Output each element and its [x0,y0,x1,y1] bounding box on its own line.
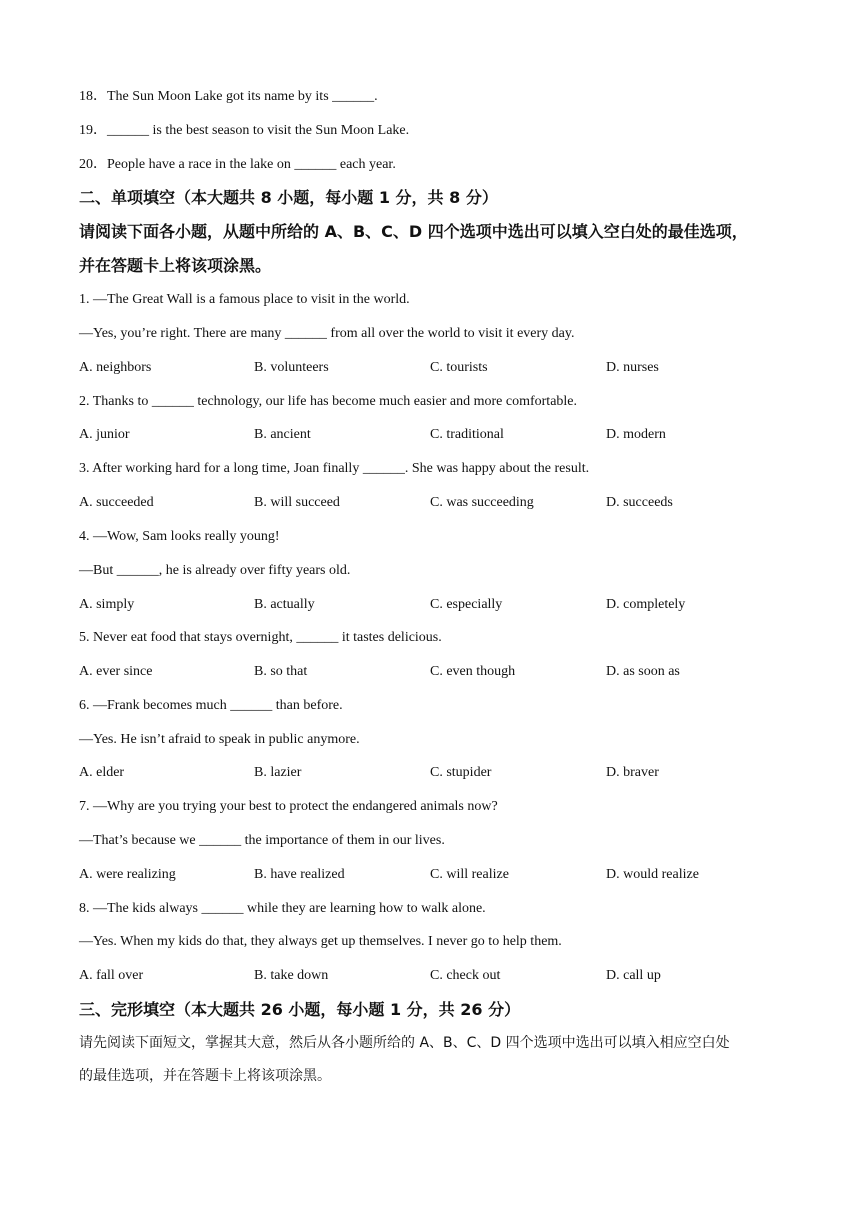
fill-question-18: 18．The Sun Moon Lake got its name by its ______. [79,89,378,104]
question-6-line-1: 6. —Frank becomes much ______ than before. [79,698,343,713]
option-a: A. ever since [79,664,153,679]
question-5-options [79,663,799,681]
question-6-options [79,764,799,782]
option-d: D. would realize [606,867,699,882]
option-a: A. neighbors [79,360,152,375]
section3-title: 三、完形填空（本大题共 26 小题，每小题 1 分，共 26 分） [79,1000,521,1019]
option-b: B. have realized [254,867,345,882]
option-d: D. completely [606,597,686,612]
option-d: D. nurses [606,360,659,375]
question-2-line-1: 2. Thanks to ______ technology, our life has become much easier and more comfortable. [79,394,578,409]
option-c: C. tourists [430,360,488,375]
option-c: C. even though [430,664,516,679]
option-b: B. take down [254,968,329,983]
question-6-line-2: —Yes. He isn’t afraid to speak in public anymore. [79,732,360,747]
section3-instruction-line1: 请先阅读下面短文，掌握其大意，然后从各小题所给的 A、B、C、D 四个选项中选出可以填入相应空白处 [79,1035,730,1051]
question-8-options [79,967,799,985]
option-c: C. check out [430,968,501,983]
section3-instruction-line2: 的最佳选项，并在答题卡上将该项涂黑。 [79,1068,331,1084]
option-d: D. as soon as [606,664,680,679]
section2-instruction-line1: 请阅读下面各小题，从题中所给的 A、B、C、D 四个选项中选出可以填入空白处的最佳选项， [79,222,748,241]
option-d: D. call up [606,968,661,983]
question-8-line-2: —Yes. When my kids do that, they always get up themselves. I never go to help them. [79,934,562,949]
question-7-line-2: —That’s because we ______ the importance of them in our lives. [79,833,445,848]
question-7-options [79,866,799,884]
question-1-options [79,359,799,377]
question-8-line-1: 8. —The kids always ______ while they are learning how to walk alone. [79,901,486,916]
option-c: C. will realize [430,867,509,882]
fill-question-20: 20．People have a race in the lake on ______ each year. [79,157,396,172]
option-a: A. succeeded [79,495,154,510]
option-d: D. succeeds [606,495,673,510]
option-a: A. were realizing [79,867,176,882]
question-4-options [79,596,799,614]
option-b: B. volunteers [254,360,329,375]
option-b: B. so that [254,664,308,679]
question-4-line-2: —But ______, he is already over fifty years old. [79,563,351,578]
option-b: B. lazier [254,765,302,780]
question-7-line-1: 7. —Why are you trying your best to protect the endangered animals now? [79,799,498,814]
option-b: B. ancient [254,427,311,442]
option-a: A. simply [79,597,135,612]
option-a: A. fall over [79,968,144,983]
option-c: C. traditional [430,427,504,442]
option-d: D. modern [606,427,666,442]
option-c: C. was succeeding [430,495,534,510]
question-1-line-2: —Yes, you’re right. There are many ______ from all over the world to visit it every day. [79,326,575,341]
question-1-line-1: 1. —The Great Wall is a famous place to visit in the world. [79,292,410,307]
option-d: D. braver [606,765,659,780]
question-5-line-1: 5. Never eat food that stays overnight, ______ it tastes delicious. [79,630,442,645]
option-b: B. actually [254,597,315,612]
section2-instruction-line2: 并在答题卡上将该项涂黑。 [79,256,272,275]
option-c: C. stupider [430,765,492,780]
question-3-line-1: 3. After working hard for a long time, Joan finally ______. She was happy about the result. [79,461,590,476]
option-a: A. elder [79,765,125,780]
option-a: A. junior [79,427,130,442]
option-c: C. especially [430,597,503,612]
option-b: B. will succeed [254,495,340,510]
question-3-options [79,494,799,512]
fill-question-19: 19．______ is the best season to visit the Sun Moon Lake. [79,123,410,138]
section2-title: 二、单项填空（本大题共 8 小题，每小题 1 分，共 8 分） [79,188,498,207]
question-4-line-1: 4. —Wow, Sam looks really young! [79,529,280,544]
question-2-options [79,426,799,444]
